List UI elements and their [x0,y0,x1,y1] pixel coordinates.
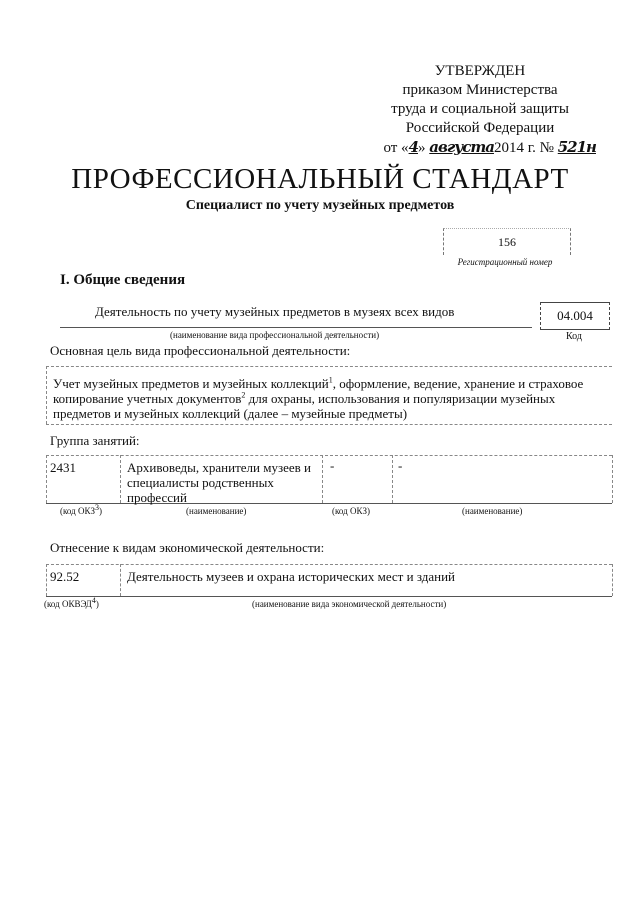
caption-okved [44,596,99,609]
goal-text-part: копирование учетных документов [53,391,242,406]
occupation-col-3 [392,455,393,503]
approval-country-line: Российской Федерации [405,120,555,136]
caption-name: (наименование) [186,506,247,516]
activity-underline [60,327,532,328]
caption-okz-2: (код ОКЗ) [332,506,370,516]
caption-text: (код ОКВЭД [44,599,92,609]
registration-number-label: Регистрационный номер [457,257,553,267]
occupation-col-1 [120,455,121,503]
approval-block [360,62,600,158]
economic-activity-label: Отнесение к видам экономической деятельности: [50,540,325,555]
section-heading: I. Общие сведения [60,272,186,288]
approval-order-line: приказом Министерства [402,82,558,98]
footnote-1: 1 [328,375,333,385]
handwritten-number: 521н [557,138,596,156]
occupation-name: Архивоведы, хранители музеев и специалисты родственных профессий [127,460,311,505]
caption-name-2: (наименование) [462,506,523,516]
economic-code: 92.52 [50,569,80,584]
caption-text: (код ОКЗ [60,506,95,516]
economic-table-bottom [46,596,612,597]
occupation-code: 2431 [50,460,76,475]
activity-name: Деятельность по учету музейных предметов в музеях всех видов [95,304,455,319]
economic-col-1 [120,564,121,596]
occupation-name-2: - [398,458,403,473]
approval-title: УТВЕРЖДЕН [434,63,526,79]
goal-box-top [46,366,612,367]
footnote-3: 3 [95,503,99,512]
occupation-code-2: - [330,458,335,473]
date-mid: » [418,140,426,156]
caption-text: ) [95,599,99,609]
goal-text-part: предметов и музейных коллекций (далее – музейные предметы) [53,406,408,421]
occupation-col-0 [46,455,47,503]
approval-ministry-line: труда и социальной защиты [391,101,569,117]
date-year: 2014 г. № [493,140,554,156]
activity-caption: (наименование вида профессиональной деятельности) [170,330,380,340]
handwritten-day: 4 [408,138,418,156]
date-prefix: от « [383,140,409,156]
main-goal-label: Основная цель вида профессиональной деятельности: [50,343,351,358]
goal-text-part: , оформление, ведение, хранение и страховое [332,376,584,391]
goal-box-bottom [46,424,612,425]
economic-col-2 [612,564,613,596]
activity-code-box: 04.004 [540,302,610,330]
economic-name: Деятельность музеев и охрана исторических мест и зданий [127,569,455,584]
document-subtitle: Специалист по учету музейных предметов [185,198,455,213]
caption-text: ) [99,506,102,516]
caption-economic-name: (наименование вида экономической деятельности) [252,599,447,609]
economic-col-0 [46,564,47,596]
footnote-2: 2 [241,390,246,400]
main-goal-text [53,376,613,421]
economic-table-top [46,564,612,565]
occupation-table-top [46,455,612,456]
occupation-col-4 [612,455,613,503]
goal-text-part: для охраны, использования и популяризации музейных [245,391,556,406]
occupation-group-label: Группа занятий: [50,433,140,448]
activity-code-label: Код [566,331,582,342]
caption-okz [60,503,102,516]
goal-box-left [46,366,47,424]
footnote-4: 4 [91,596,96,605]
approval-date-line [360,138,600,158]
handwritten-month: августа [429,138,494,156]
goal-text-part: Учет музейных предметов и музейных коллекций [53,376,329,391]
registration-number-box: 156 [443,228,571,255]
document-title: ПРОФЕССИОНАЛЬНЫЙ СТАНДАРТ [71,163,569,195]
occupation-col-2 [322,455,323,503]
